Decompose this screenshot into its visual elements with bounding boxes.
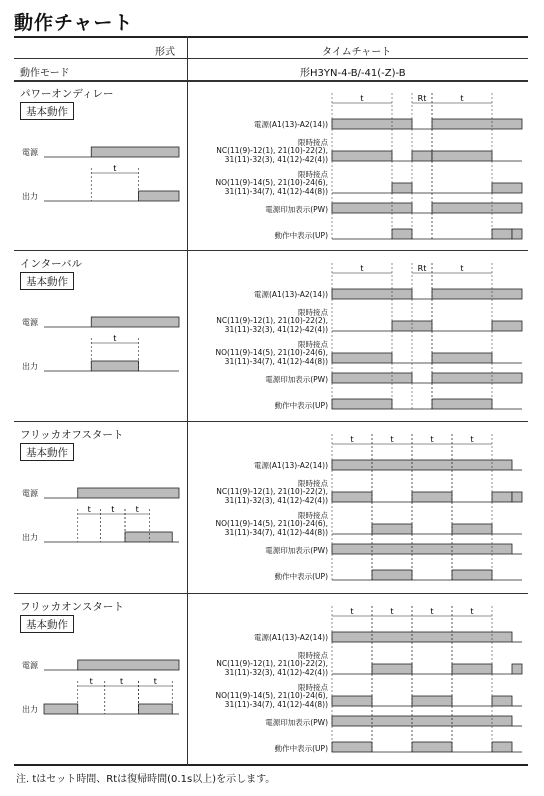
pw-indicator-label: 電源印加表示(PW)	[265, 205, 328, 214]
nc-contact-label: NC(11(9)-12(1), 21(10)-22(2),	[216, 487, 328, 496]
signal-on-segment	[432, 203, 522, 213]
power-wave	[44, 660, 179, 670]
signal-on-segment	[332, 492, 372, 502]
time-label-t: t	[390, 607, 394, 616]
signal-on-segment	[432, 151, 492, 161]
time-chart	[330, 422, 530, 587]
signal-on-segment	[432, 119, 522, 129]
no-contact-label-2: 31(11)-34(7), 41(12)-44(8))	[224, 528, 328, 537]
signal-on-segment	[78, 660, 179, 670]
basic-operation-box: 基本動作	[20, 443, 74, 461]
timed-contact-label: 限時接点	[298, 340, 328, 349]
signal-on-segment	[432, 373, 522, 383]
no-contact-label-2: 31(11)-34(7), 41(12)-44(8))	[224, 357, 328, 366]
up-indicator-label: 動作中表示(UP)	[274, 231, 328, 240]
signal-on-segment	[492, 742, 512, 752]
pw-indicator-wave	[332, 373, 522, 383]
time-label-t: t	[350, 607, 354, 616]
time-label-t: t	[460, 264, 464, 273]
basic-operation-chart	[14, 299, 194, 419]
footnote: 注. tはセット時間、Rtは復帰時間(0.1s以上)を示します。	[16, 774, 276, 785]
mode-name: パワーオンディレー	[20, 88, 114, 100]
output-wave	[44, 361, 179, 371]
signal-on-segment	[91, 317, 179, 327]
pw-indicator-wave	[332, 544, 522, 554]
timed-contact-label: 限時接点	[298, 511, 328, 520]
time-label-t: t	[470, 607, 474, 616]
time-label-t: t	[87, 505, 91, 514]
nc-contact-label-2: 31(11)-32(3), 41(12)-42(4))	[224, 668, 328, 677]
timed-contact-label: 限時接点	[298, 683, 328, 692]
power-terminal-label: 電源(A1(13)-A2(14))	[254, 461, 328, 470]
signal-on-segment	[332, 151, 392, 161]
format-label: 形式	[155, 47, 175, 58]
up-indicator-label: 動作中表示(UP)	[274, 401, 328, 410]
signal-on-segment	[492, 492, 512, 502]
signal-on-segment	[332, 119, 412, 129]
power-terminal-label: 電源(A1(13)-A2(14))	[254, 120, 328, 129]
power-label: 電源	[22, 661, 38, 670]
nc-contact-wave	[332, 492, 522, 502]
up-indicator-wave	[332, 399, 522, 409]
signal-on-segment	[432, 353, 492, 363]
signal-on-segment	[452, 570, 492, 580]
time-label-t: t	[120, 677, 124, 686]
nc-contact-wave	[332, 664, 522, 674]
signal-on-segment	[412, 151, 432, 161]
up-indicator-wave	[332, 742, 522, 752]
signal-on-segment	[332, 373, 412, 383]
signal-on-segment	[91, 147, 179, 157]
signal-on-segment	[432, 289, 522, 299]
power-terminal-label: 電源(A1(13)-A2(14))	[254, 290, 328, 299]
basic-operation-box: 基本動作	[20, 102, 74, 120]
up-indicator-label: 動作中表示(UP)	[274, 744, 328, 753]
nc-contact-label: NC(11(9)-12(1), 21(10)-22(2),	[216, 316, 328, 325]
output-wave	[44, 704, 179, 714]
time-label-t: t	[350, 435, 354, 444]
basic-operation-chart	[14, 642, 194, 762]
timed-contact-label: 限時接点	[298, 170, 328, 179]
up-indicator-wave	[332, 570, 522, 580]
signal-on-segment	[332, 399, 392, 409]
time-label-t: t	[470, 435, 474, 444]
operation-mode-label: 動作モード	[20, 68, 70, 79]
signal-on-segment	[332, 289, 412, 299]
signal-on-segment	[78, 488, 179, 498]
power-label: 電源	[22, 148, 38, 157]
signal-on-segment	[452, 524, 492, 534]
signal-on-segment	[332, 632, 512, 642]
power-label: 電源	[22, 318, 38, 327]
power-terminal-label: 電源(A1(13)-A2(14))	[254, 633, 328, 642]
signal-on-segment	[332, 203, 412, 213]
timed-contact-label: 限時接点	[298, 479, 328, 488]
power-wave	[44, 147, 179, 157]
signal-on-segment	[372, 524, 412, 534]
no-contact-wave	[332, 353, 522, 363]
no-contact-label: NO(11(9)-14(5), 21(10)-24(6),	[215, 691, 328, 700]
signal-on-segment	[332, 544, 512, 554]
signal-on-segment	[139, 704, 173, 714]
no-contact-label-2: 31(11)-34(7), 41(12)-44(8))	[224, 187, 328, 196]
signal-on-segment	[332, 742, 372, 752]
basic-operation-box: 基本動作	[20, 615, 74, 633]
time-chart	[330, 251, 530, 416]
time-label-t: t	[113, 164, 117, 173]
basic-operation-box: 基本動作	[20, 272, 74, 290]
no-contact-wave	[332, 524, 522, 534]
signal-on-segment	[392, 229, 412, 239]
nc-contact-label-2: 31(11)-32(3), 41(12)-42(4))	[224, 496, 328, 505]
signal-on-segment	[332, 353, 392, 363]
no-contact-label: NO(11(9)-14(5), 21(10)-24(6),	[215, 348, 328, 357]
signal-on-segment	[512, 492, 522, 502]
model-label: 形H3YN-4-B/-41(-Z)-B	[300, 68, 406, 79]
pw-indicator-wave	[332, 716, 522, 726]
basic-operation-chart	[14, 470, 194, 590]
signal-on-segment	[332, 696, 372, 706]
no-contact-wave	[332, 183, 522, 193]
signal-on-segment	[44, 704, 78, 714]
signal-on-segment	[492, 183, 522, 193]
pw-indicator-wave	[332, 203, 522, 213]
signal-on-segment	[412, 742, 452, 752]
nc-contact-label: NC(11(9)-12(1), 21(10)-22(2),	[216, 146, 328, 155]
time-label-t: t	[430, 607, 434, 616]
pw-indicator-label: 電源印加表示(PW)	[265, 375, 328, 384]
output-label: 出力	[22, 533, 38, 542]
nc-contact-wave	[332, 151, 522, 161]
no-contact-label: NO(11(9)-14(5), 21(10)-24(6),	[215, 519, 328, 528]
up-indicator-label: 動作中表示(UP)	[274, 572, 328, 581]
time-label-t: t	[153, 677, 157, 686]
power-wave	[332, 460, 522, 470]
signal-on-segment	[432, 399, 492, 409]
nc-contact-label-2: 31(11)-32(3), 41(12)-42(4))	[224, 155, 328, 164]
reset-time-label: Rt	[417, 94, 427, 103]
timechart-label: タイムチャート	[322, 47, 392, 58]
pw-indicator-label: 電源印加表示(PW)	[265, 718, 328, 727]
signal-on-segment	[512, 664, 522, 674]
time-label-t: t	[111, 505, 115, 514]
signal-on-segment	[332, 716, 512, 726]
mode-name: フリッカオンスタート	[20, 601, 124, 613]
pw-indicator-label: 電源印加表示(PW)	[265, 546, 328, 555]
signal-on-segment	[512, 229, 522, 239]
time-label-t: t	[460, 94, 464, 103]
power-wave	[44, 488, 179, 498]
signal-on-segment	[139, 191, 180, 201]
output-wave	[44, 191, 179, 201]
no-contact-wave	[332, 696, 522, 706]
time-label-t: t	[390, 435, 394, 444]
power-label: 電源	[22, 489, 38, 498]
timed-contact-label: 限時接点	[298, 308, 328, 317]
timed-contact-label: 限時接点	[298, 651, 328, 660]
signal-on-segment	[372, 664, 412, 674]
reset-time-label: Rt	[417, 264, 427, 273]
output-label: 出力	[22, 705, 38, 714]
signal-on-segment	[332, 460, 512, 470]
signal-on-segment	[392, 183, 412, 193]
no-contact-label: NO(11(9)-14(5), 21(10)-24(6),	[215, 178, 328, 187]
signal-on-segment	[492, 229, 512, 239]
mode-name: インターバル	[20, 258, 83, 270]
signal-on-segment	[412, 696, 452, 706]
power-wave	[332, 119, 522, 129]
time-label-t: t	[135, 505, 139, 514]
time-chart	[330, 594, 530, 759]
time-label-t: t	[430, 435, 434, 444]
output-wave	[44, 532, 179, 542]
timed-contact-label: 限時接点	[298, 138, 328, 147]
header-divider	[14, 58, 528, 59]
time-label-t: t	[360, 94, 364, 103]
basic-operation-chart	[14, 129, 194, 249]
signal-on-segment	[91, 361, 138, 371]
signal-on-segment	[412, 492, 452, 502]
nc-contact-wave	[332, 321, 522, 331]
output-label: 出力	[22, 362, 38, 371]
nc-contact-label-2: 31(11)-32(3), 41(12)-42(4))	[224, 325, 328, 334]
time-chart	[330, 81, 530, 246]
signal-on-segment	[492, 321, 522, 331]
signal-on-segment	[125, 532, 172, 542]
output-label: 出力	[22, 192, 38, 201]
up-indicator-wave	[332, 229, 522, 239]
time-label-t: t	[113, 334, 117, 343]
signal-on-segment	[372, 570, 412, 580]
no-contact-label-2: 31(11)-34(7), 41(12)-44(8))	[224, 700, 328, 709]
power-wave	[332, 289, 522, 299]
signal-on-segment	[392, 321, 432, 331]
signal-on-segment	[492, 696, 512, 706]
nc-contact-label: NC(11(9)-12(1), 21(10)-22(2),	[216, 659, 328, 668]
page-title: 動作チャート	[14, 12, 134, 34]
power-wave	[44, 317, 179, 327]
time-label-t: t	[360, 264, 364, 273]
mode-name: フリッカオフスタート	[20, 429, 124, 441]
power-wave	[332, 632, 522, 642]
time-label-t: t	[89, 677, 93, 686]
signal-on-segment	[452, 664, 492, 674]
